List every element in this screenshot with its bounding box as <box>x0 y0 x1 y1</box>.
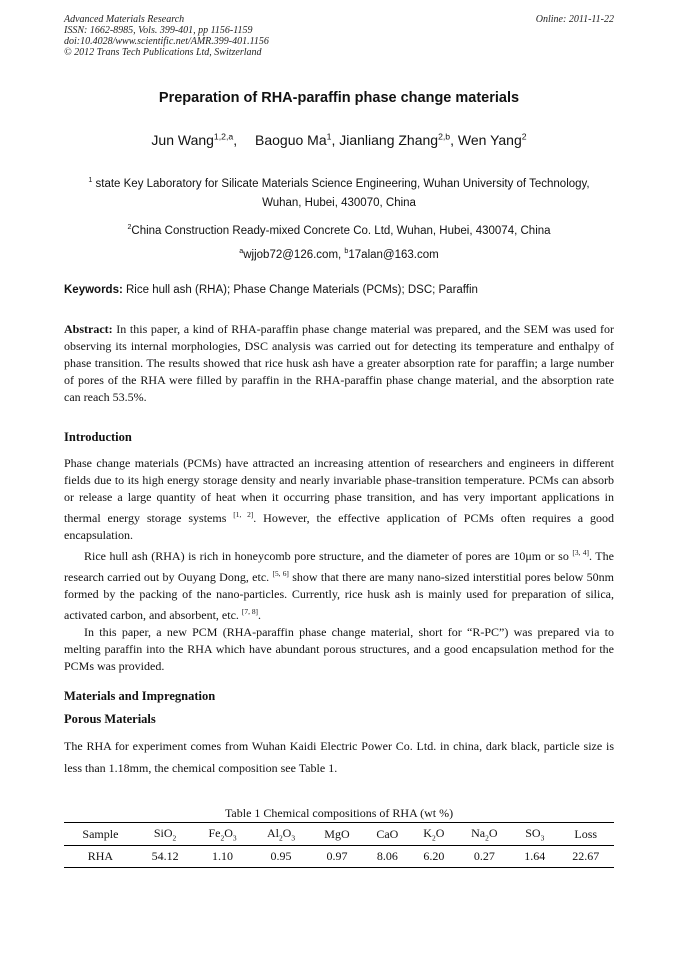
journal-header <box>64 14 614 58</box>
subsection-heading-porous-materials: Porous Materials <box>64 712 156 726</box>
table-cell: 0.97 <box>326 849 348 864</box>
author: Jun Wang$^{1,2,a}$, <box>151 131 238 148</box>
table-row <box>64 846 614 868</box>
table-cell: 0.95 <box>270 849 292 864</box>
table-header-cell: SiO$_2$ <box>153 826 177 843</box>
copyright-line: © 2012 Trans Tech Publications Ltd, Switzerland <box>64 47 262 58</box>
table-cell: 0.27 <box>473 849 495 864</box>
table-header-cell: $SO_3$ <box>525 826 545 843</box>
composition-table <box>64 822 614 868</box>
author-list <box>0 131 678 148</box>
table-cell: 54.12 <box>151 849 179 864</box>
journal-name: Advanced Materials Research <box>64 14 185 25</box>
doi-line: doi:10.4028/www.scientific.net/AMR.399-401.1156 <box>64 36 269 47</box>
online-date: Online: 2011-11-22 <box>535 14 614 25</box>
table-header-cell: CaO <box>376 826 399 841</box>
issn-line: ISSN: 1662-8985, Vols. 399-401, pp 1156-1159 <box>64 25 253 36</box>
materials-body: The RHA for experiment comes from Wuhan Kaidi Electric Power Co. Ltd. in china, dark black, particle size is less than 1.18mm, the chemical composition see Table 1. <box>64 739 614 775</box>
author: Jianliang Zhang$^{2,b}$, <box>339 131 455 148</box>
section-heading-introduction: Introduction <box>64 430 132 444</box>
table-header-cell: $Na_2O$ <box>471 826 498 843</box>
table-header-cell: $Fe_2O_3$ <box>208 826 237 843</box>
table-header-row <box>64 823 614 846</box>
affiliation-2: $^2$China Construction Ready-mixed Concrete Co. Ltd, Wuhan, Hubei, 430074, China <box>127 223 551 237</box>
author: Wen Yang$^2$ <box>457 131 527 148</box>
abstract: Abstract: In this paper, a kind of RHA-paraffin phase change material was prepared, and the SEM was used for observing its internal morphologies, DSC analysis was carried out for detecting its temperature and enthalpy of phase transition. The results showed that rice husk ash have a greater absorption rate for paraffin; a large number of pores of the RHA were filled by paraffin in the RHA-paraffin phase change material, and the absorption rate can reach 53.5%. <box>64 322 614 404</box>
table-header-cell: Sample <box>82 826 119 841</box>
table-cell: 1.64 <box>524 849 546 864</box>
author: Baoguo Ma$^1$, <box>255 131 336 148</box>
keywords: Keywords: Rice hull ash (RHA); Phase Change Materials (PCMs); DSC; Paraffin <box>64 284 478 296</box>
introduction-body <box>64 455 614 675</box>
paragraph: In this paper, a new PCM (RHA-paraffin phase change material, short for “R-PC”) was prepared via to melting paraffin into the RHA which have abundant porous structures, and a good encapsulation method for the PCMs was provided. <box>64 625 614 673</box>
table-cell: 8.06 <box>376 849 398 864</box>
table-header-cell: Loss <box>574 826 598 841</box>
paper-title: Preparation of RHA-paraffin phase change materials <box>158 90 520 106</box>
table-cell: 1.10 <box>212 849 234 864</box>
table-cell: 6.20 <box>423 849 445 864</box>
table-header-cell: $K_2O$ <box>423 826 445 843</box>
table-cell: RHA <box>87 849 114 864</box>
author-emails: $^a$wjjob72@126.com, $^b$17alan@163.com <box>239 247 439 261</box>
table-header-cell: $Al_2O_3$ <box>266 826 296 843</box>
table-header-cell: MgO <box>324 826 350 841</box>
affiliation-1-line-1: $^1$ state Key Laboratory for Silicate Materials Science Engineering, Wuhan University of Technology, <box>88 176 590 190</box>
paragraph: Phase change materials (PCMs) have attracted an increasing attention of researchers and engineers in different fields due to its high energy storage density and nearly invariable phase-transition temperature. PCMs can absorb or release a large quantity of heat when it occurring phase transition, and has very important applications in thermal energy storage systems [1, 2]. However, the effective application of PCMs often requires a good encapsulation. <box>64 456 614 542</box>
table-cell: 22.67 <box>572 849 600 864</box>
paragraph: Rice hull ash (RHA) is rich in honeycomb pore structure, and the diameter of pores are 10μm or so [3, 4]. The research carried out by Ouyang Dong, etc. [5, 6] show that there are many nano-sized interstitial pores below 50nm formed by the packing of the nano-particles. Currently, rice husk ash is mainly used for preparation of silica, activated carbon, and absorbent, etc. [7, 8]. <box>64 548 614 622</box>
affiliation-1-line-2: Wuhan, Hubei, 430070, China <box>262 197 416 209</box>
table-caption: Table 1 Chemical compositions of RHA (wt %) <box>224 806 454 820</box>
section-heading-materials: Materials and Impregnation <box>64 689 216 703</box>
